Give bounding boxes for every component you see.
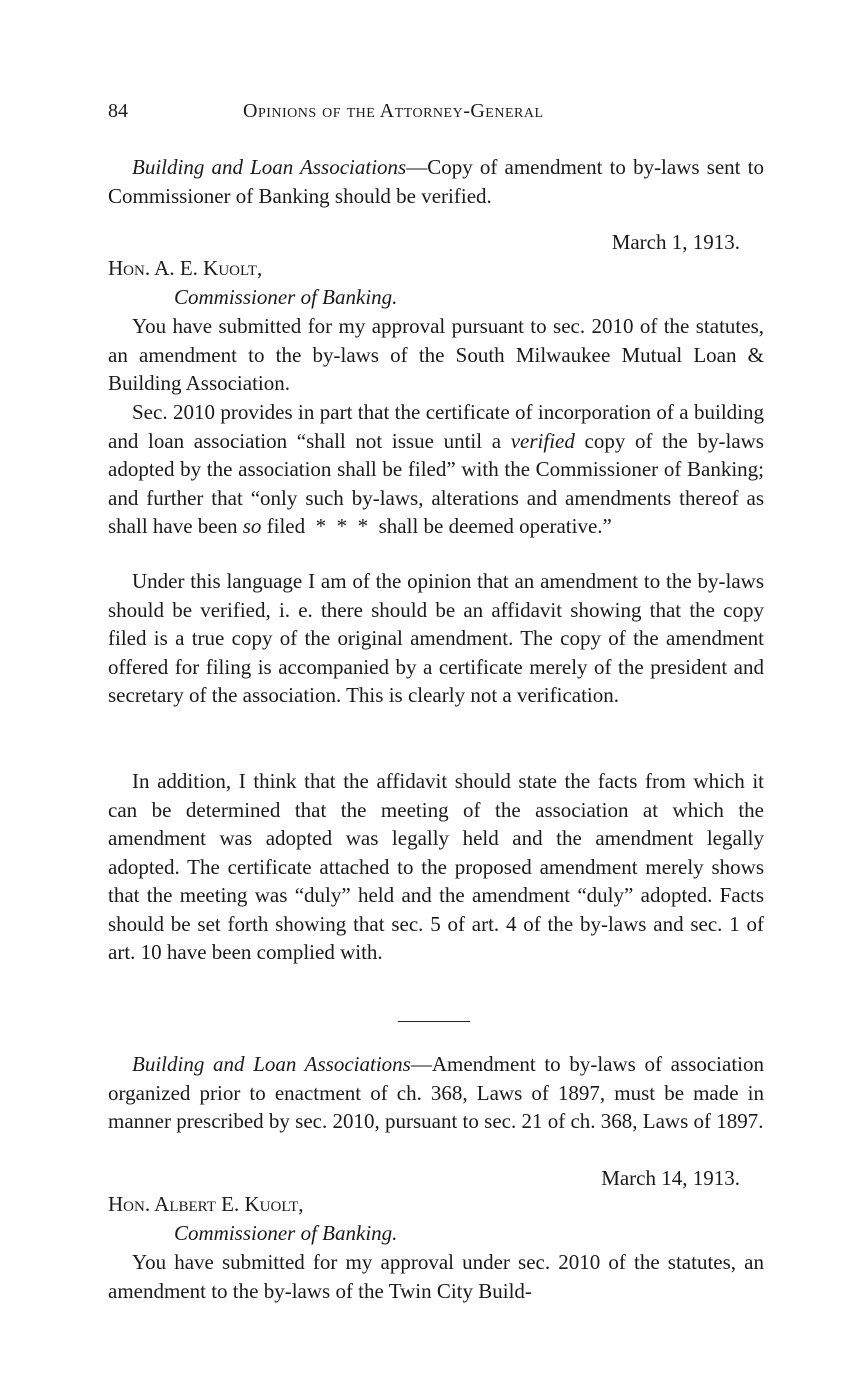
opinion1-paragraph-2: [108, 398, 764, 541]
opinion2-syllabus-topic: Building and Loan Associations: [132, 1052, 411, 1076]
opinion2-syllabus: [108, 1050, 764, 1136]
opinion2-date: March 14, 1913.: [601, 1166, 740, 1190]
opinion2-syllabus-text: —Amendment to by-laws of association organized prior to enactment of ch. 368, Laws of 1897, must be made in manner prescribed by sec. 2010, pursuant to sec. 21 of ch. 368, Laws of 1897.: [108, 1052, 764, 1133]
opinion1-paragraph-2-part-c: filed * * * shall be deemed operative.”: [261, 514, 612, 538]
section-divider: [398, 1021, 470, 1022]
opinion1-paragraph-2-so: so: [242, 514, 262, 538]
opinion1-paragraph-2-part-a: Sec. 2010 provides in part that the certificate of incorporation of a building and loan association “shall not issue until a: [108, 400, 764, 453]
opinion1-paragraph-2-verified: verified: [510, 428, 575, 453]
opinion1-paragraph-1: You have submitted for my approval pursuant to sec. 2010 of the statutes, an amendment to the by-laws of the South Milwaukee Mutual Loan & Building Association.: [108, 314, 764, 395]
opinion2-paragraph-1: You have submitted for my approval under sec. 2010 of the statutes, an amendment to the by-laws of the Twin City Build-: [108, 1250, 764, 1303]
opinion1-addressee-title: Commissioner of Banking.: [174, 284, 398, 309]
opinion1-syllabus-text: —Copy of amendment to by-laws sent to Commissioner of Banking should be verified.: [108, 155, 764, 208]
opinion1-paragraph-3: Under this language I am of the opinion that an amendment to the by-laws should be verified, i. e. there should be an affidavit showing that the copy filed is a true copy of the original amendment. The copy of the amendment offered for filing is accompanied by a certificate merely of the president and secretary of the association. This is clearly not a verification.: [108, 569, 764, 707]
opinion1-addressee-name: Hon. A. E. Kuolt,: [108, 256, 263, 280]
opinion2-addressee-title: Commissioner of Banking.: [174, 1220, 398, 1245]
running-title: Opinions of the Attorney-General: [243, 100, 544, 122]
page-header: [108, 100, 764, 130]
opinion1-paragraph-4: In addition, I think that the affidavit should state the facts from which it can be determined that the meeting of the association at which the amendment was adopted was legally held and the amendment legally adopted. The certificate attached to the proposed amendment merely shows that the meeting was “duly” held and the amendment “duly” adopted. Facts should be set forth showing that sec. 5 of art. 4 of the by-laws and sec. 1 of art. 10 have been complied with.: [108, 769, 764, 964]
opinion2-addressee: [108, 1190, 397, 1247]
opinion2-addressee-name: Hon. Albert E. Kuolt,: [108, 1192, 304, 1216]
opinion1-paragraph-2-part-b: copy of the by-laws adopted by the association shall be filed” with the Commissioner of Banking; and further that “only such by-laws, alterations and amendments thereof as shall have been: [108, 428, 764, 538]
opinion1-syllabus: [108, 153, 764, 210]
page-number: 84: [108, 100, 128, 122]
opinion1-syllabus-topic: Building and Loan Associations: [132, 155, 407, 179]
opinion1-date: March 1, 1913.: [611, 230, 740, 254]
opinion1-addressee: [108, 254, 397, 311]
